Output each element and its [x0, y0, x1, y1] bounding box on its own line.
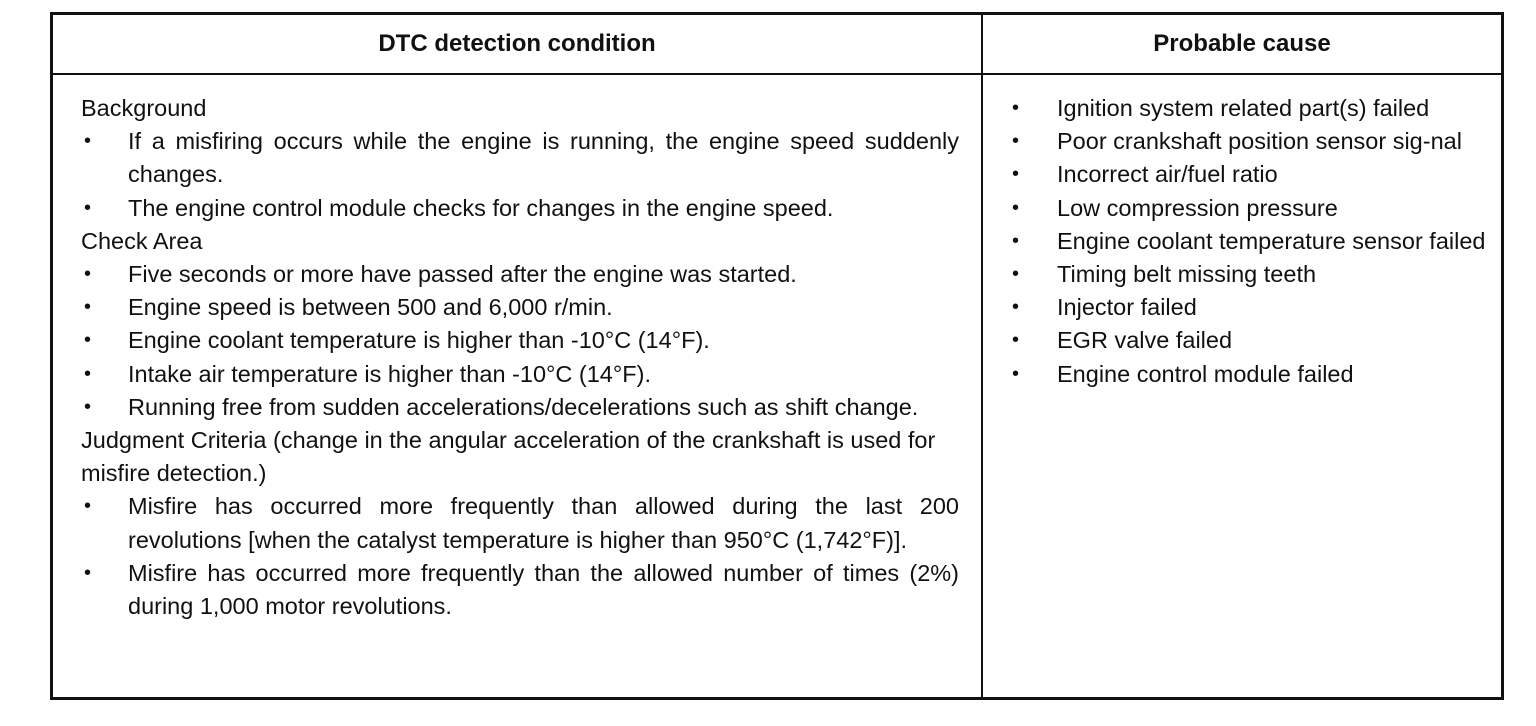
bullet-icon: •: [1012, 229, 1020, 252]
section-heading-judgment-criteria: Judgment Criteria (change in the angular acceleration of the crankshaft is used for misfire detection.): [81, 427, 936, 487]
bullet-icon: •: [1012, 97, 1020, 119]
bullet-icon: •: [84, 130, 92, 153]
bullet-icon: •: [84, 561, 92, 584]
section-heading-background: Background: [81, 95, 207, 121]
bullet-icon: •: [1012, 196, 1020, 219]
list-item: • Running free from sudden accelerations/decelerations such as shift change.: [81, 391, 959, 424]
list-item: • Injector failed: [1009, 291, 1487, 324]
list-item: • Ignition system related part(s) failed: [1009, 92, 1487, 125]
list-item: • Engine coolant temperature is higher than -10°C (14°F).: [81, 324, 959, 357]
probable-cause-list: [1009, 92, 1487, 391]
bullet-icon: •: [1012, 130, 1020, 153]
list-item: • Intake air temperature is higher than -10°C (14°F).: [81, 358, 959, 391]
header-probable-cause: Probable cause: [983, 15, 1501, 75]
list-item: • Misfire has occurred more frequently than the allowed number of times (2%) during 1,000 motor revolutions.: [81, 557, 959, 623]
bullet-icon: •: [1012, 163, 1020, 186]
bullet-icon: •: [1012, 296, 1020, 319]
detection-condition-cell: [53, 75, 983, 697]
bullet-icon: •: [1012, 329, 1020, 352]
probable-cause-cell: [983, 75, 1501, 697]
list-item: • The engine control module checks for changes in the engine speed.: [81, 192, 959, 225]
bullet-icon: •: [1012, 362, 1020, 385]
list-item: • Incorrect air/fuel ratio: [1009, 158, 1487, 191]
background-list: [81, 125, 959, 225]
list-item: • Low compression pressure: [1009, 192, 1487, 225]
list-item: • Timing belt missing teeth: [1009, 258, 1487, 291]
section-heading-check-area: Check Area: [81, 227, 203, 254]
list-item: • Engine control module failed: [1009, 358, 1487, 391]
list-item: • Poor crankshaft position sensor sig-nal: [1009, 125, 1487, 158]
check-area-list: [81, 258, 959, 424]
list-item: • EGR valve failed: [1009, 324, 1487, 357]
bullet-icon: •: [1012, 263, 1020, 286]
bullet-icon: •: [84, 329, 92, 352]
header-detection-condition: DTC detection condition: [53, 15, 983, 75]
list-item: • Five seconds or more have passed after the engine was started.: [81, 258, 959, 291]
bullet-icon: •: [84, 395, 92, 418]
list-item: • Misfire has occurred more frequently than allowed during the last 200 revolutions [when the catalyst temperature is higher than 950°C (1,742°F)].: [81, 490, 959, 556]
bullet-icon: •: [84, 263, 92, 286]
bullet-icon: •: [84, 495, 92, 518]
list-item: • Engine speed is between 500 and 6,000 r/min.: [81, 291, 959, 324]
list-item: • If a misfiring occurs while the engine is running, the engine speed suddenly changes.: [81, 125, 959, 191]
bullet-icon: •: [84, 362, 92, 385]
bullet-icon: •: [84, 196, 92, 219]
bullet-icon: •: [84, 296, 92, 319]
dtc-table: [50, 12, 1504, 700]
judgment-criteria-list: [81, 490, 959, 623]
list-item: • Engine coolant temperature sensor failed: [1009, 225, 1487, 258]
